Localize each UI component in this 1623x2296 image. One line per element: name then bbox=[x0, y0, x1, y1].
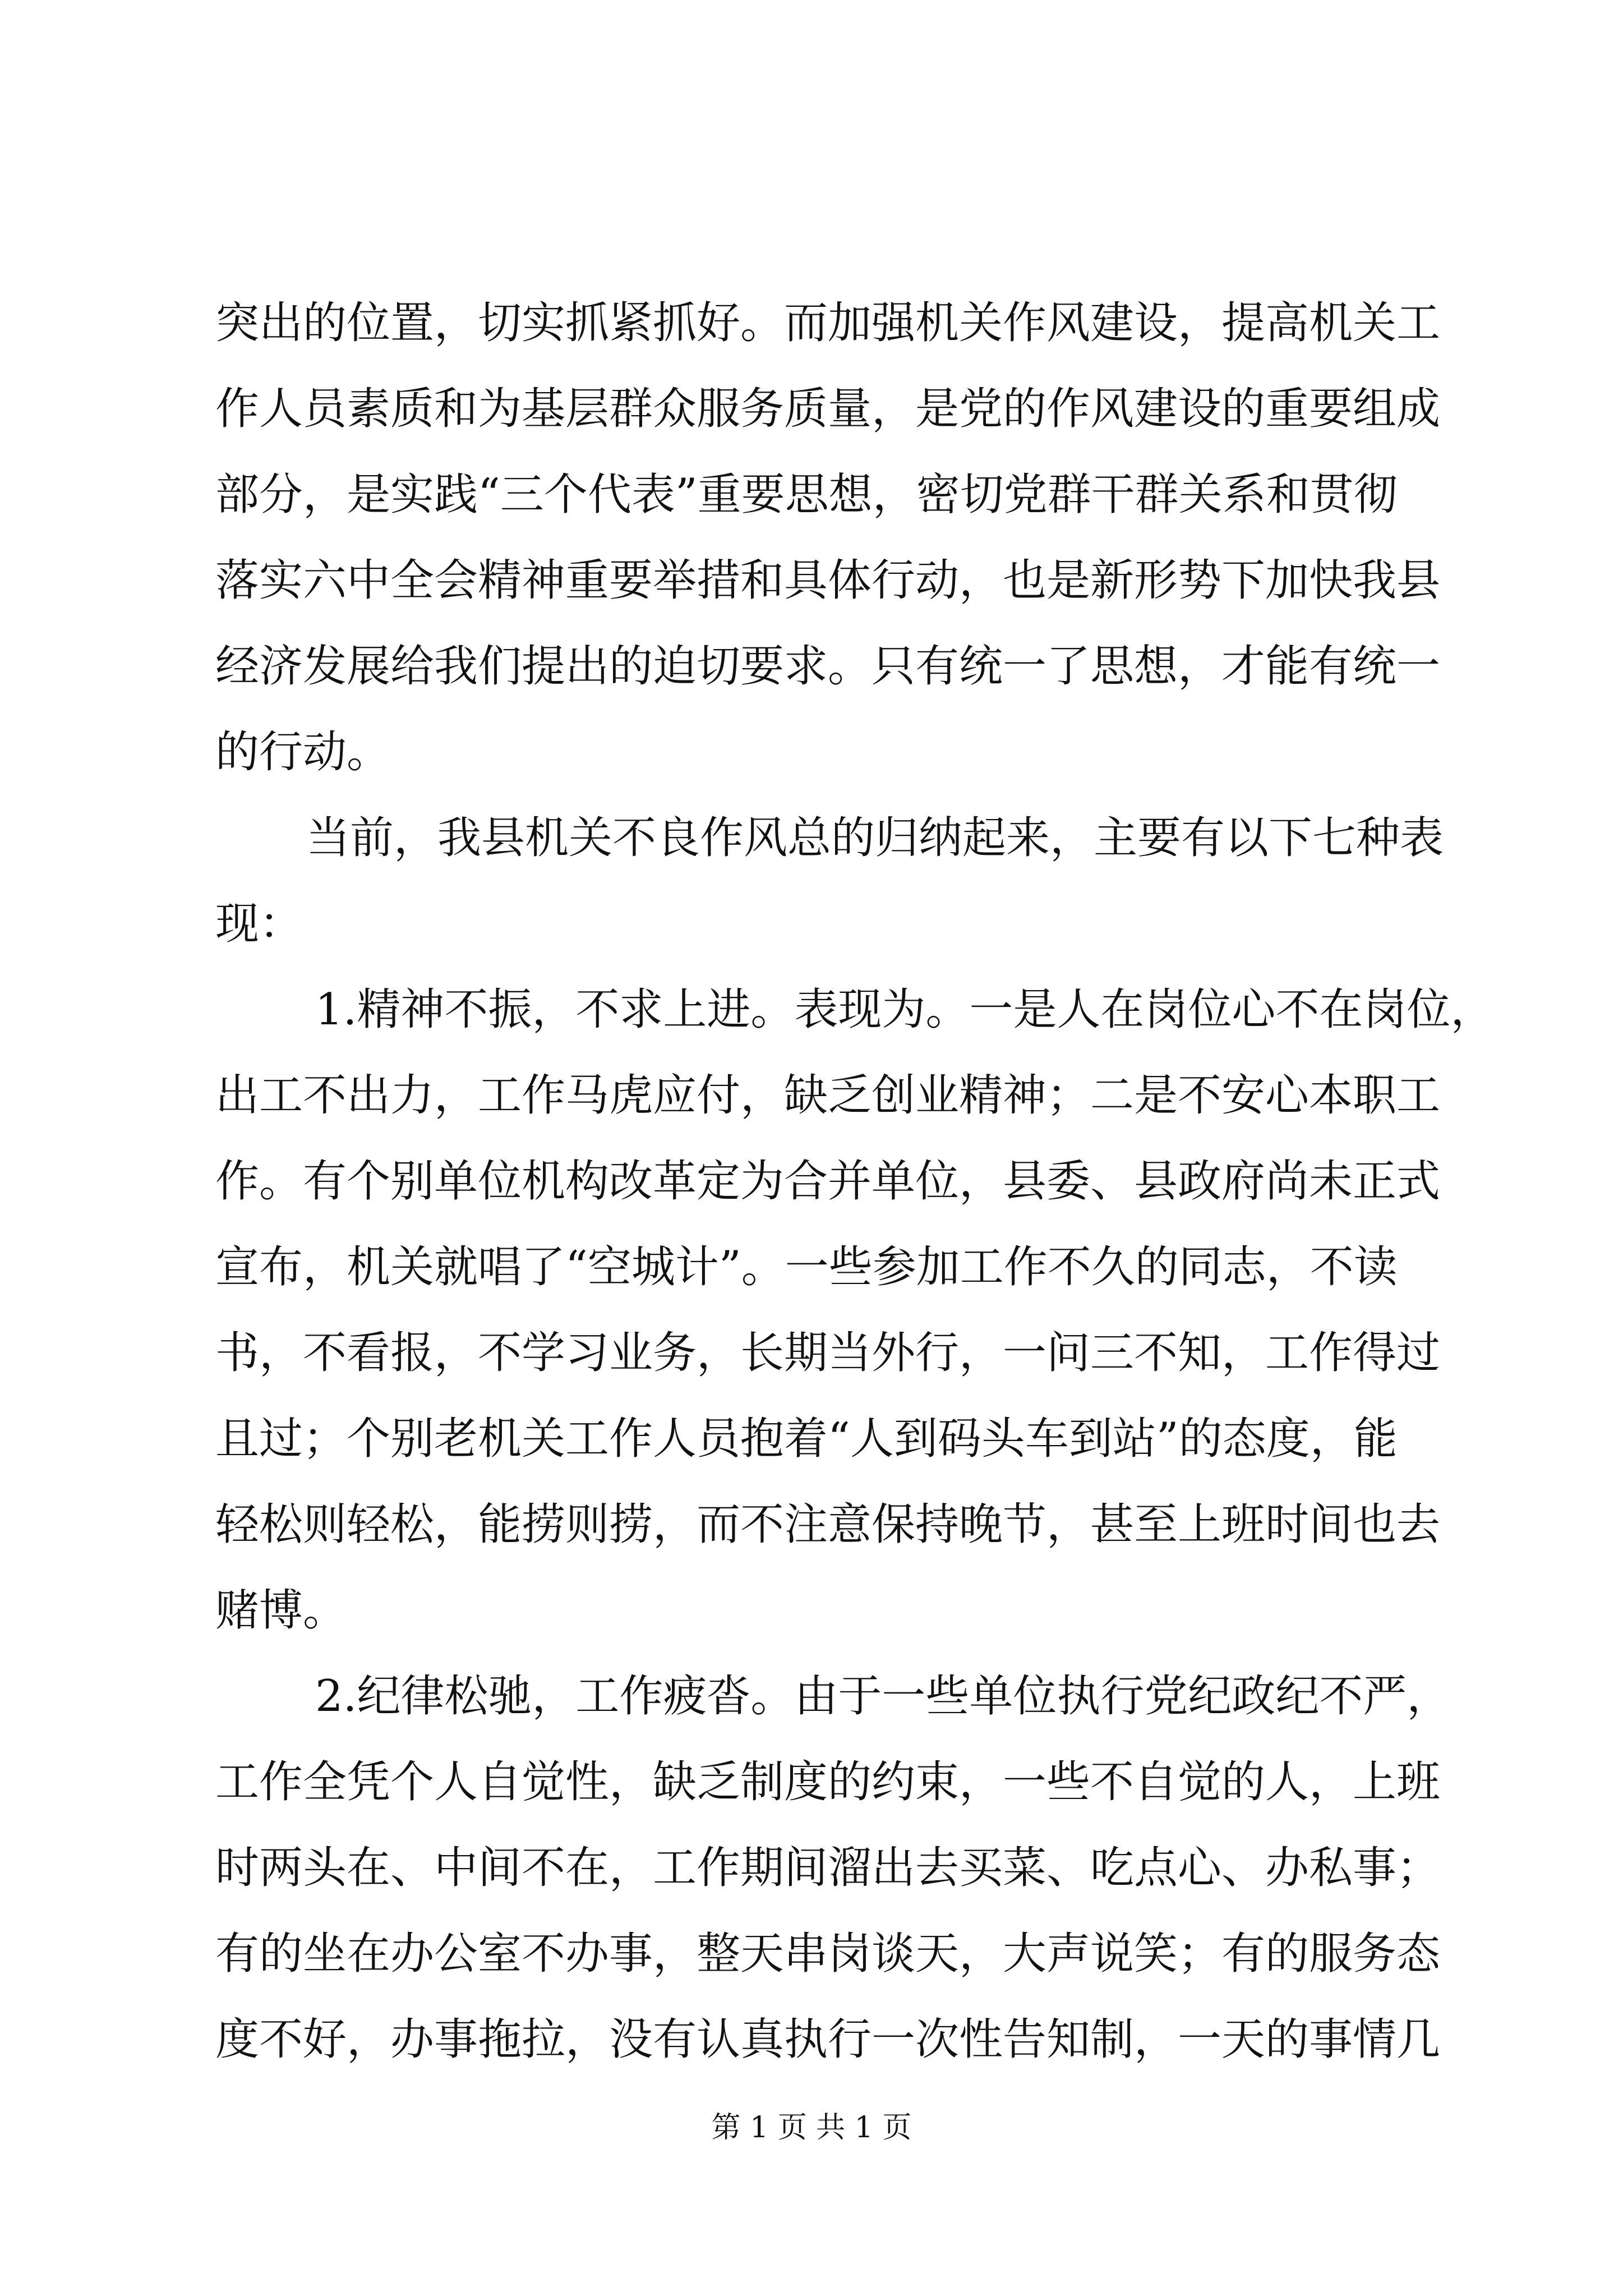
document-body bbox=[215, 280, 1495, 2083]
text-line: 赌博。 bbox=[215, 1585, 347, 1636]
paragraph-intro-continuation bbox=[215, 280, 1441, 795]
paragraph-current-issues bbox=[215, 795, 1444, 967]
text-line: 现： bbox=[215, 899, 303, 949]
text-line: 落实六中全会精神重要举措和具体行动，也是新形势下加快我县 bbox=[215, 555, 1441, 606]
text-line: 的行动。 bbox=[215, 727, 391, 777]
text-line: 轻松则轻松，能捞则捞，而不注意保持晚节，甚至上班时间也去 bbox=[215, 1499, 1441, 1550]
text-line: 作人员素质和为基层群众服务质量，是党的作风建设的重要组成 bbox=[215, 384, 1441, 434]
text-line: 突出的位置，切实抓紧抓好。而加强机关作风建设，提高机关工 bbox=[215, 298, 1441, 348]
text-line: 出工不出力，工作马虎应付，缺乏创业精神；二是不安心本职工 bbox=[215, 1070, 1441, 1121]
text-line: 作。有个别单位机构改革定为合并单位，县委、县政府尚未正式 bbox=[215, 1156, 1441, 1207]
page-footer: 第 1 页 共 1 页 bbox=[711, 2111, 912, 2145]
text-line: 部分，是实践“三个代表”重要思想，密切党群干群关系和贯彻 bbox=[215, 470, 1398, 520]
text-line: 且过；个别老机关工作人员抱着“人到码头车到站”的态度，能 bbox=[215, 1414, 1398, 1464]
text-line: 工作全凭个人自觉性，缺乏制度的约束，一些不自觉的人，上班 bbox=[215, 1757, 1441, 1807]
text-line: 有的坐在办公室不办事，整天串岗谈天，大声说笑；有的服务态 bbox=[215, 1929, 1441, 1979]
text-line: 当前，我县机关不良作风总的归纳起来，主要有以下七种表 bbox=[306, 813, 1444, 863]
text-line: 书，不看报，不学习业务，长期当外行，一问三不知，工作得过 bbox=[215, 1328, 1441, 1378]
text-line: 宣布，机关就唱了“空城计”。一些参加工作不久的同志，不读 bbox=[215, 1242, 1398, 1292]
text-line: 时两头在、中间不在，工作期间溜出去买菜、吃点心、办私事； bbox=[215, 1843, 1441, 1893]
text-line: 2.纪律松驰，工作疲沓。由于一些单位执行党纪政纪不严， bbox=[315, 1671, 1451, 1722]
text-line: 度不好，办事拖拉，没有认真执行一次性告知制，一天的事情几 bbox=[215, 2014, 1441, 2065]
text-line: 经济发展给我们提出的迫切要求。只有统一了思想，才能有统一 bbox=[215, 641, 1441, 692]
text-line: 1.精神不振，不求上进。表现为。一是人在岗位心不在岗位， bbox=[315, 984, 1495, 1035]
paragraph-item-2 bbox=[215, 1654, 1451, 2083]
paragraph-item-1 bbox=[215, 967, 1495, 1654]
